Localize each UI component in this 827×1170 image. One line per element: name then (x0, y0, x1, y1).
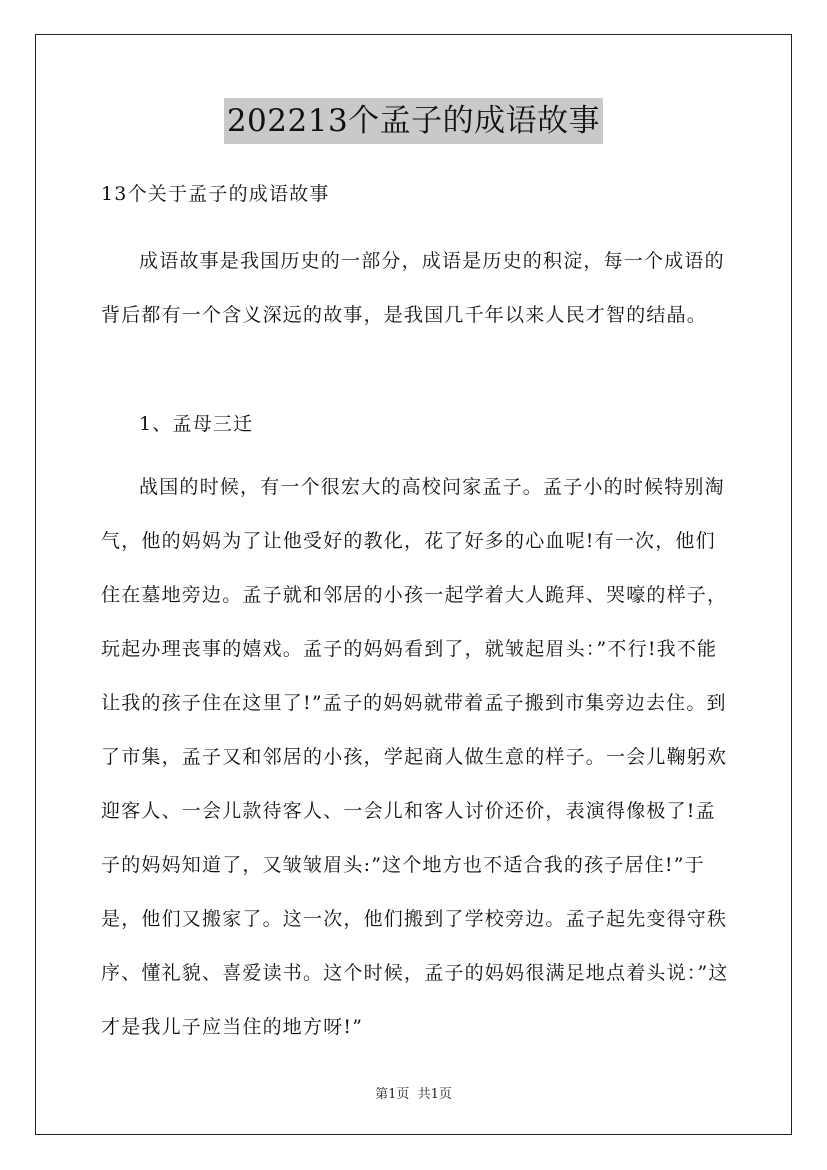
title-container (0, 98, 827, 144)
section-heading: 1、孟母三迁 (139, 413, 254, 435)
story-paragraph: 战国的时候，有一个很宏大的高校问家孟子。孟子小的时候特别淘气，他的妈妈为了让他受好的教化，花了好多的心血呢!有一次，他们住在墓地旁边。孟子就和邻居的小孩一起学着大人跪拜、哭嚎的样子，玩起办理丧事的嬉戏。孟子的妈妈看到了，就皱起眉头：”不行!我不能让我的孩子住在这里了!”孟子的妈妈就带着孟子搬到市集旁边去住。到了市集，孟子又和邻居的小孩，学起商人做生意的样子。一会儿鞠躬欢迎客人、一会儿款待客人、一会儿和客人讨价还价，表演得像极了!孟子的妈妈知道了，又皱皱眉头:”这个地方也不适合我的孩子居住!”于是，他们又搬家了。这一次，他们搬到了学校旁边。孟子起先变得守秩序、懂礼貌、喜爱读书。这个时候，孟子的妈妈很满足地点着头说：”这才是我儿子应当住的地方呀!” (101, 476, 729, 1038)
document-body (101, 180, 733, 1054)
document-title: 202213个孟子的成语故事 (224, 98, 603, 144)
intro-paragraph: 成语故事是我国历史的一部分，成语是历史的积淀，每一个成语的背后都有一个含义深远的故事，是我国几千年以来人民才智的结晶。 (101, 250, 725, 326)
document-subtitle: 13个关于孟子的成语故事 (101, 183, 330, 205)
page-number: 第1页 (375, 1087, 410, 1102)
page-total: 共1页 (417, 1087, 452, 1102)
page-footer (0, 1083, 827, 1102)
